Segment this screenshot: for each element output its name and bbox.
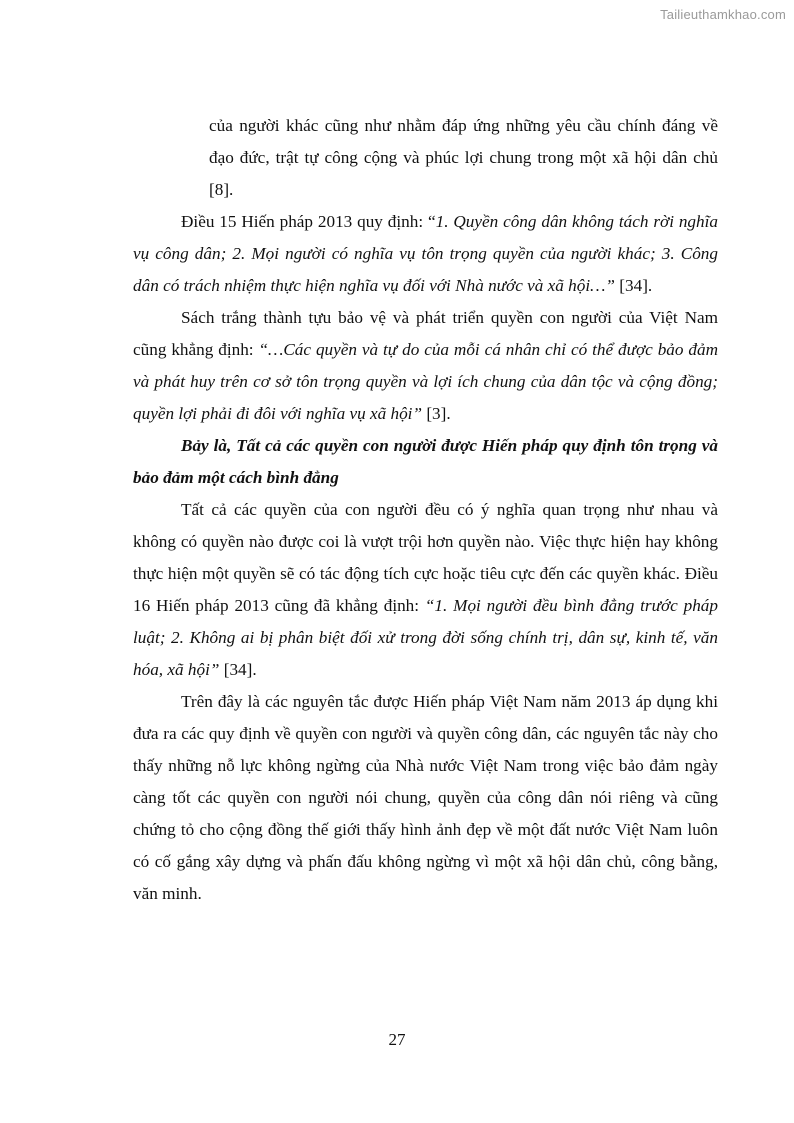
citation: [3]. bbox=[422, 404, 451, 423]
quote-continuation: của người khác cũng như nhằm đáp ứng những yêu cầu chính đáng về đạo đức, trật tự công cộng và phúc lợi chung trong một xã hội dân chủ [8]. bbox=[209, 116, 718, 199]
paragraph-equal-rights bbox=[133, 494, 718, 686]
citation: [34]. bbox=[615, 276, 653, 295]
quoted-white-paper-text: “…Các quyền và tự do của mỗi cá nhân chỉ có thể được bảo đảm và phát huy trên cơ sở tôn trọng quyền và lợi ích chung của dân tộc và cộng đồng; quyền lợi phải đi đôi với nghĩa vụ xã hội” bbox=[133, 340, 718, 423]
quoted-article-16-text: “1. Mọi người đều bình đẳng trước pháp luật; 2. Không ai bị phân biệt đối xử trong đời sống chính trị, dân sự, kinh tế, văn hóa, xã hội” bbox=[133, 596, 718, 679]
paragraph-article-15 bbox=[133, 206, 718, 302]
page-number: 27 bbox=[388, 1030, 406, 1049]
paragraph-lead: Sách trắng thành tựu bảo vệ và phát triển quyền con người của Việt Nam cũng khẳng định: bbox=[133, 308, 718, 359]
paragraph-lead: Điều 15 Hiến pháp 2013 quy định: “ bbox=[181, 212, 436, 231]
document-body bbox=[133, 110, 718, 910]
quoted-article-text: 1. Quyền công dân không tách rời nghĩa vụ công dân; 2. Mọi người có nghĩa vụ tôn trọng quyền của người khác; 3. Công dân có trách nhiệm thực hiện nghĩa vụ đối với Nhà nước và xã hội…” bbox=[133, 212, 718, 295]
section-heading: Bảy là, Tất cả các quyền con người được Hiến pháp quy định tôn trọng và bảo đảm một cách bình đẳng bbox=[133, 436, 718, 487]
citation: [34]. bbox=[219, 660, 257, 679]
paragraph-lead: Tất cả các quyền của con người đều có ý nghĩa quan trọng như nhau và không có quyền nào được coi là vượt trội hơn quyền nào. Việc thực hiện hay không thực hiện một quyền sẽ có tác động tích cực hoặc tiêu cực đến các quyền khác. Điều 16 Hiến pháp 2013 cũng đã khẳng định: bbox=[133, 500, 718, 615]
watermark: Tailieuthamkhao.com bbox=[660, 7, 786, 22]
paragraph-white-paper bbox=[133, 302, 718, 430]
paragraph-conclusion: Trên đây là các nguyên tắc được Hiến pháp Việt Nam năm 2013 áp dụng khi đưa ra các quy định về quyền con người và quyền công dân, các nguyên tắc này cho thấy những nỗ lực không ngừng của Nhà nước Việt Nam trong việc bảo đảm ngày càng tốt các quyền con người nói chung, quyền của công dân nói riêng và cũng chứng tỏ cho cộng đồng thế giới thấy hình ảnh đẹp về một đất nước Việt Nam luôn có cố gắng xây dựng và phấn đấu không ngừng vì một xã hội dân chủ, công bằng, văn minh. bbox=[133, 692, 718, 903]
